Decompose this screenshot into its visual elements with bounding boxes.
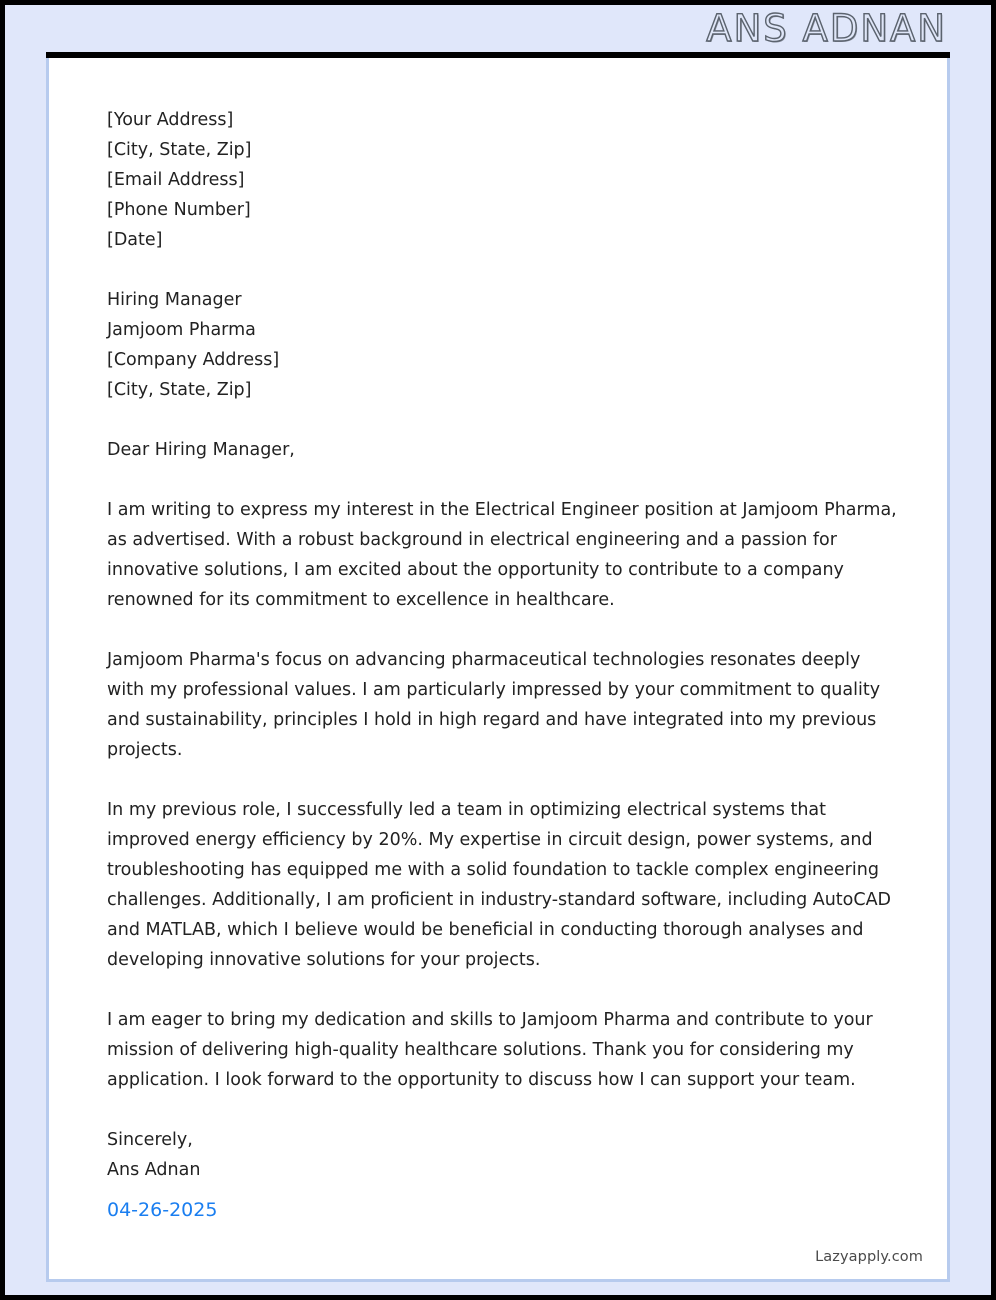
sender-address-line: [City, State, Zip]: [107, 140, 252, 160]
spacer: [107, 765, 903, 795]
sender-address-line: [Your Address]: [107, 110, 234, 130]
letterhead: [5, 5, 991, 52]
salutation: Dear Hiring Manager,: [107, 440, 295, 460]
recipient-address-line: [City, State, Zip]: [107, 380, 252, 400]
spacer: [107, 255, 903, 285]
spacer: [107, 975, 903, 1005]
sender-address-line: [Phone Number]: [107, 200, 251, 220]
signature-name: Ans Adnan: [107, 1160, 201, 1180]
closing-block: [107, 1125, 903, 1185]
letter-content: [107, 105, 903, 1225]
body-paragraph: In my previous role, I successfully led a team in optimizing electrical systems that improved energy efficiency by 20%. My expertise in circuit design, power systems, and troubleshooting has equipped me with a solid foundation to tackle complex engineering challenges. Additionally, I am proficient in industry-standard software, including AutoCAD and MATLAB, which I believe would be beneficial in conducting thorough analyses and developing innovative solutions for your projects.: [107, 800, 892, 970]
recipient-address-line: [Company Address]: [107, 350, 280, 370]
sender-address-block: [107, 105, 903, 255]
spacer: [107, 1095, 903, 1125]
sender-address-line: [Date]: [107, 230, 163, 250]
body-paragraph: I am eager to bring my dedication and skills to Jamjoom Pharma and contribute to your mission of delivering high-quality healthcare solutions. Thank you for considering my application. I look forward to the opportunity to discuss how I can support your team.: [107, 1010, 873, 1090]
document-page: [5, 5, 991, 1295]
date-stamp: 04-26-2025: [107, 1199, 218, 1221]
body-paragraph: Jamjoom Pharma's focus on advancing pharmaceutical technologies resonates deeply with my professional values. I am particularly impressed by your commitment to quality and sustainability, principles I hold in high regard and have integrated into my previous projects.: [107, 650, 881, 760]
sender-address-line: [Email Address]: [107, 170, 245, 190]
recipient-address-line: Jamjoom Pharma: [107, 320, 256, 340]
body-paragraph: I am writing to express my interest in the Electrical Engineer position at Jamjoom Pharma, as advertised. With a robust background in electrical engineering and a passion for innovative solutions, I am excited about the opportunity to contribute to a company renowned for its commitment to excellence in healthcare.: [107, 500, 897, 610]
letter-sheet: [46, 58, 950, 1282]
footer-watermark: Lazyapply.com: [815, 1249, 923, 1265]
valediction: Sincerely,: [107, 1130, 193, 1150]
spacer: [107, 615, 903, 645]
recipient-address-block: [107, 285, 903, 405]
spacer: [107, 465, 903, 495]
spacer: [107, 405, 903, 435]
recipient-address-line: Hiring Manager: [107, 290, 242, 310]
letterhead-name: ANS ADNAN: [706, 7, 947, 50]
